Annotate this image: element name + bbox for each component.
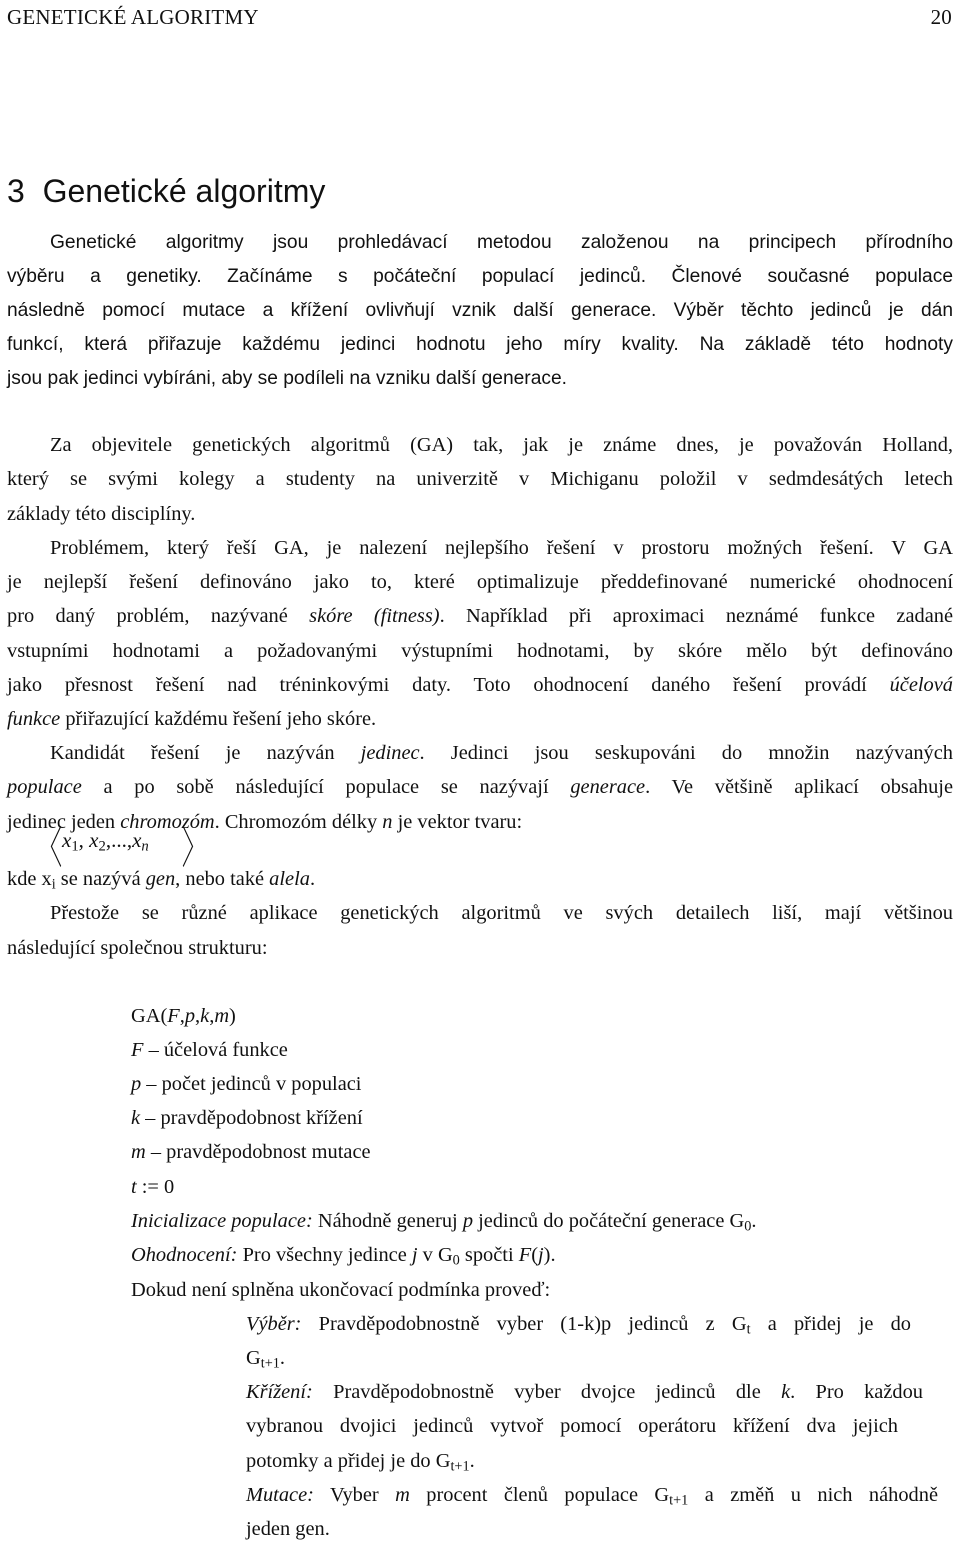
text-span: jedinec jeden bbox=[7, 811, 121, 833]
param: p bbox=[131, 1073, 142, 1095]
text-span: je vektor tvaru: bbox=[392, 811, 523, 833]
algo-def bbox=[131, 1073, 361, 1096]
algo-signature bbox=[131, 1005, 236, 1028]
text-span: – počet jedinců v populaci bbox=[141, 1073, 362, 1095]
term-chromozom: chromozóm bbox=[120, 811, 215, 833]
left-angle-bracket: 〈 bbox=[37, 824, 63, 873]
text-span: . bbox=[469, 1450, 475, 1472]
section-heading bbox=[7, 173, 325, 210]
step-label: Mutace: bbox=[246, 1484, 314, 1506]
vector-body: $x_1$, $x_2,...,x_n$ bbox=[62, 828, 149, 855]
text-span: , bbox=[209, 1005, 215, 1027]
subscript: 0 bbox=[744, 1218, 752, 1235]
step-label: Výběr: bbox=[246, 1313, 302, 1335]
term-funkce: funkce bbox=[7, 708, 61, 730]
text-line: následně pomocí mutace a křížení ovlivňují vznik další generace. Výběr těchto jedinců je dán bbox=[7, 300, 953, 321]
sub-1: 1 bbox=[71, 838, 79, 855]
step-label: Ohodnocení: bbox=[131, 1244, 238, 1266]
text-line: Přestože se různé aplikace genetických algoritmů ve svých detailech liší, mají většinou bbox=[50, 902, 953, 924]
algo-mutate-l2: jeden gen. bbox=[246, 1518, 330, 1540]
param: t bbox=[131, 1176, 137, 1198]
text-span: potomky a přidej je do G bbox=[246, 1450, 451, 1472]
text-span: . Například při aproximaci neznámé funkce zadané bbox=[439, 605, 953, 627]
algo-cross-l2: vybranou dvojici jedinců vytvoř pomocí operátoru křížení dva jejich bbox=[246, 1415, 898, 1437]
text-span: jedinců do počáteční generace G bbox=[473, 1210, 745, 1232]
text-span: Vyber bbox=[313, 1484, 396, 1506]
algo-def bbox=[131, 1039, 288, 1062]
param: F bbox=[131, 1039, 144, 1061]
var-x: x bbox=[89, 828, 99, 852]
text-line: Za objevitele genetických algoritmů (GA) tak, jak je známe dnes, je považován Holland, bbox=[50, 434, 953, 456]
text-span: GA( bbox=[131, 1005, 168, 1027]
text-span: , bbox=[179, 1005, 185, 1027]
text-line: který se svými kolegy a studenty na univerzitě v Michiganu položil v sedmdesátých letech bbox=[7, 468, 953, 490]
text-line: funkcí, která přiřazuje každému jedinci hodnotu jeho míry kvality. Na základě této hodnoty bbox=[7, 334, 953, 355]
param: k bbox=[781, 1381, 791, 1403]
text-line: výběru a genetiky. Začínáme s počáteční populací jedinců. Členové současné populace bbox=[7, 266, 953, 287]
param: F bbox=[518, 1244, 532, 1266]
step-label: Křížení: bbox=[246, 1381, 313, 1403]
param: F bbox=[167, 1005, 180, 1027]
right-angle-bracket: 〉 bbox=[181, 824, 207, 873]
algo-loop: Dokud není splněna ukončovací podmínka proveď: bbox=[131, 1279, 551, 1301]
subscript: t+1 bbox=[260, 1355, 280, 1372]
term-alela: alela bbox=[269, 868, 310, 890]
text-span: ) bbox=[229, 1005, 236, 1027]
param: j bbox=[537, 1244, 544, 1266]
text-line: jsou pak jedinci vybíráni, aby se podíleli na vzniku další generace. bbox=[7, 368, 567, 389]
text-span: . Jedinci jsou seskupováni do množin nazývaných bbox=[419, 742, 954, 764]
term-fitness: skóre (fitness) bbox=[309, 605, 440, 627]
text-span: Pravděpodobnostně vyber dvojce jedinců dle bbox=[312, 1381, 782, 1403]
param: p bbox=[462, 1210, 474, 1232]
term-gen: gen bbox=[145, 868, 176, 890]
sub-2: 2 bbox=[98, 838, 106, 855]
text-span: . bbox=[751, 1210, 757, 1232]
algo-t-init bbox=[131, 1176, 174, 1199]
param: m bbox=[214, 1005, 230, 1027]
text-span: . bbox=[279, 1347, 285, 1369]
algo-def bbox=[131, 1107, 363, 1130]
step-label: Inicializace populace: bbox=[131, 1210, 313, 1232]
var-x: x bbox=[62, 828, 72, 852]
sub-n: n bbox=[141, 838, 149, 855]
term-jedinec: jedinec bbox=[360, 742, 420, 764]
text-line: Problémem, který řeší GA, je nalezení nejlepšího řešení v prostoru možných řešení. V GA bbox=[50, 537, 953, 559]
text-span: Pro všechny jedince bbox=[237, 1244, 412, 1266]
subscript: t bbox=[746, 1321, 751, 1338]
text-span: – účelová funkce bbox=[143, 1039, 288, 1061]
param: m bbox=[395, 1484, 410, 1506]
ellipsis: ,..., bbox=[105, 828, 133, 852]
variable-n: n bbox=[382, 811, 393, 833]
text-span: G bbox=[246, 1347, 261, 1369]
algo-eval bbox=[131, 1244, 556, 1267]
gene-definition bbox=[7, 868, 953, 891]
algo-def bbox=[131, 1141, 371, 1164]
text-line bbox=[7, 811, 953, 834]
algo-cross-l3 bbox=[246, 1450, 475, 1473]
text-span: a změň u nich náhodně bbox=[688, 1484, 938, 1506]
text-line: základy této disciplíny. bbox=[7, 503, 196, 525]
running-title: GENETICKÉ ALGORITMY bbox=[7, 5, 259, 29]
text-span: pro daný problém, nazývané bbox=[7, 605, 310, 627]
text-span: jako přesnost řešení nad tréninkovými daty. Toto ohodnocení daného řešení provádí bbox=[7, 674, 890, 696]
subscript: 0 bbox=[452, 1252, 460, 1269]
algo-select bbox=[246, 1313, 911, 1336]
text-span: a po sobě následující populace se nazývají bbox=[81, 776, 571, 798]
text-span: v G bbox=[417, 1244, 453, 1266]
algo-select-cont bbox=[246, 1347, 285, 1370]
text-line bbox=[50, 742, 953, 765]
text-span: , nebo také bbox=[175, 868, 270, 890]
text-span: procent členů populace G bbox=[409, 1484, 670, 1506]
text-span: , bbox=[195, 1005, 201, 1027]
text-span: Kandidát řešení je nazýván bbox=[50, 742, 361, 764]
text-span: – pravděpodobnost mutace bbox=[145, 1141, 371, 1163]
text-span: . Pro každou bbox=[790, 1381, 923, 1403]
param: m bbox=[131, 1141, 146, 1163]
algo-init bbox=[131, 1210, 756, 1233]
text-span: ( bbox=[531, 1244, 538, 1266]
text-line: vstupními hodnotami a požadovanými výstupními hodnotami, by skóre mělo být definováno bbox=[7, 640, 953, 662]
text-span: Náhodně generuj bbox=[312, 1210, 463, 1232]
text-span: . Ve většině aplikací obsahuje bbox=[645, 776, 953, 798]
term-populace: populace bbox=[7, 776, 82, 798]
text-span: se nazývá bbox=[55, 868, 146, 890]
page-number: 20 bbox=[930, 5, 952, 29]
param: j bbox=[411, 1244, 418, 1266]
text-span: – pravděpodobnost křížení bbox=[140, 1107, 363, 1129]
section-number: 3 bbox=[7, 173, 25, 209]
param: k bbox=[200, 1005, 210, 1027]
text-line bbox=[7, 708, 953, 731]
text-span: := 0 bbox=[136, 1176, 175, 1198]
param: k bbox=[131, 1107, 141, 1129]
algo-mutate bbox=[246, 1484, 938, 1507]
text-line bbox=[7, 605, 953, 628]
param: p bbox=[184, 1005, 196, 1027]
section-title: Genetické algoritmy bbox=[42, 173, 326, 209]
text-span: . Chromozóm délky bbox=[214, 811, 383, 833]
algo-cross bbox=[246, 1381, 923, 1404]
subscript: t+1 bbox=[450, 1458, 470, 1475]
text-span: spočti bbox=[459, 1244, 519, 1266]
term-generace: generace bbox=[570, 776, 646, 798]
text-span: Pravděpodobnostně vyber (1-k)p jedinců z G bbox=[301, 1313, 747, 1335]
text-line: je nejlepší řešení definováno jako to, které optimalizuje předdefinované numerické ohodnocení bbox=[7, 571, 953, 593]
text-span: přiřazující každému řešení jeho skóre. bbox=[60, 708, 377, 730]
text-line bbox=[7, 776, 953, 799]
sub-i: i bbox=[51, 876, 56, 893]
text-span: kde x bbox=[7, 868, 52, 890]
subscript: t+1 bbox=[669, 1492, 689, 1509]
text-span: ). bbox=[543, 1244, 556, 1266]
text-span: a přidej je do bbox=[750, 1313, 912, 1335]
text-line: Genetické algoritmy jsou prohledávací metodou založenou na principech přírodního bbox=[50, 232, 953, 253]
text-line: následující společnou strukturu: bbox=[7, 937, 268, 959]
term-ucelova: účelová bbox=[889, 674, 953, 696]
text-line bbox=[7, 674, 953, 697]
text-span: . bbox=[309, 868, 316, 890]
var-x: x bbox=[132, 828, 142, 852]
